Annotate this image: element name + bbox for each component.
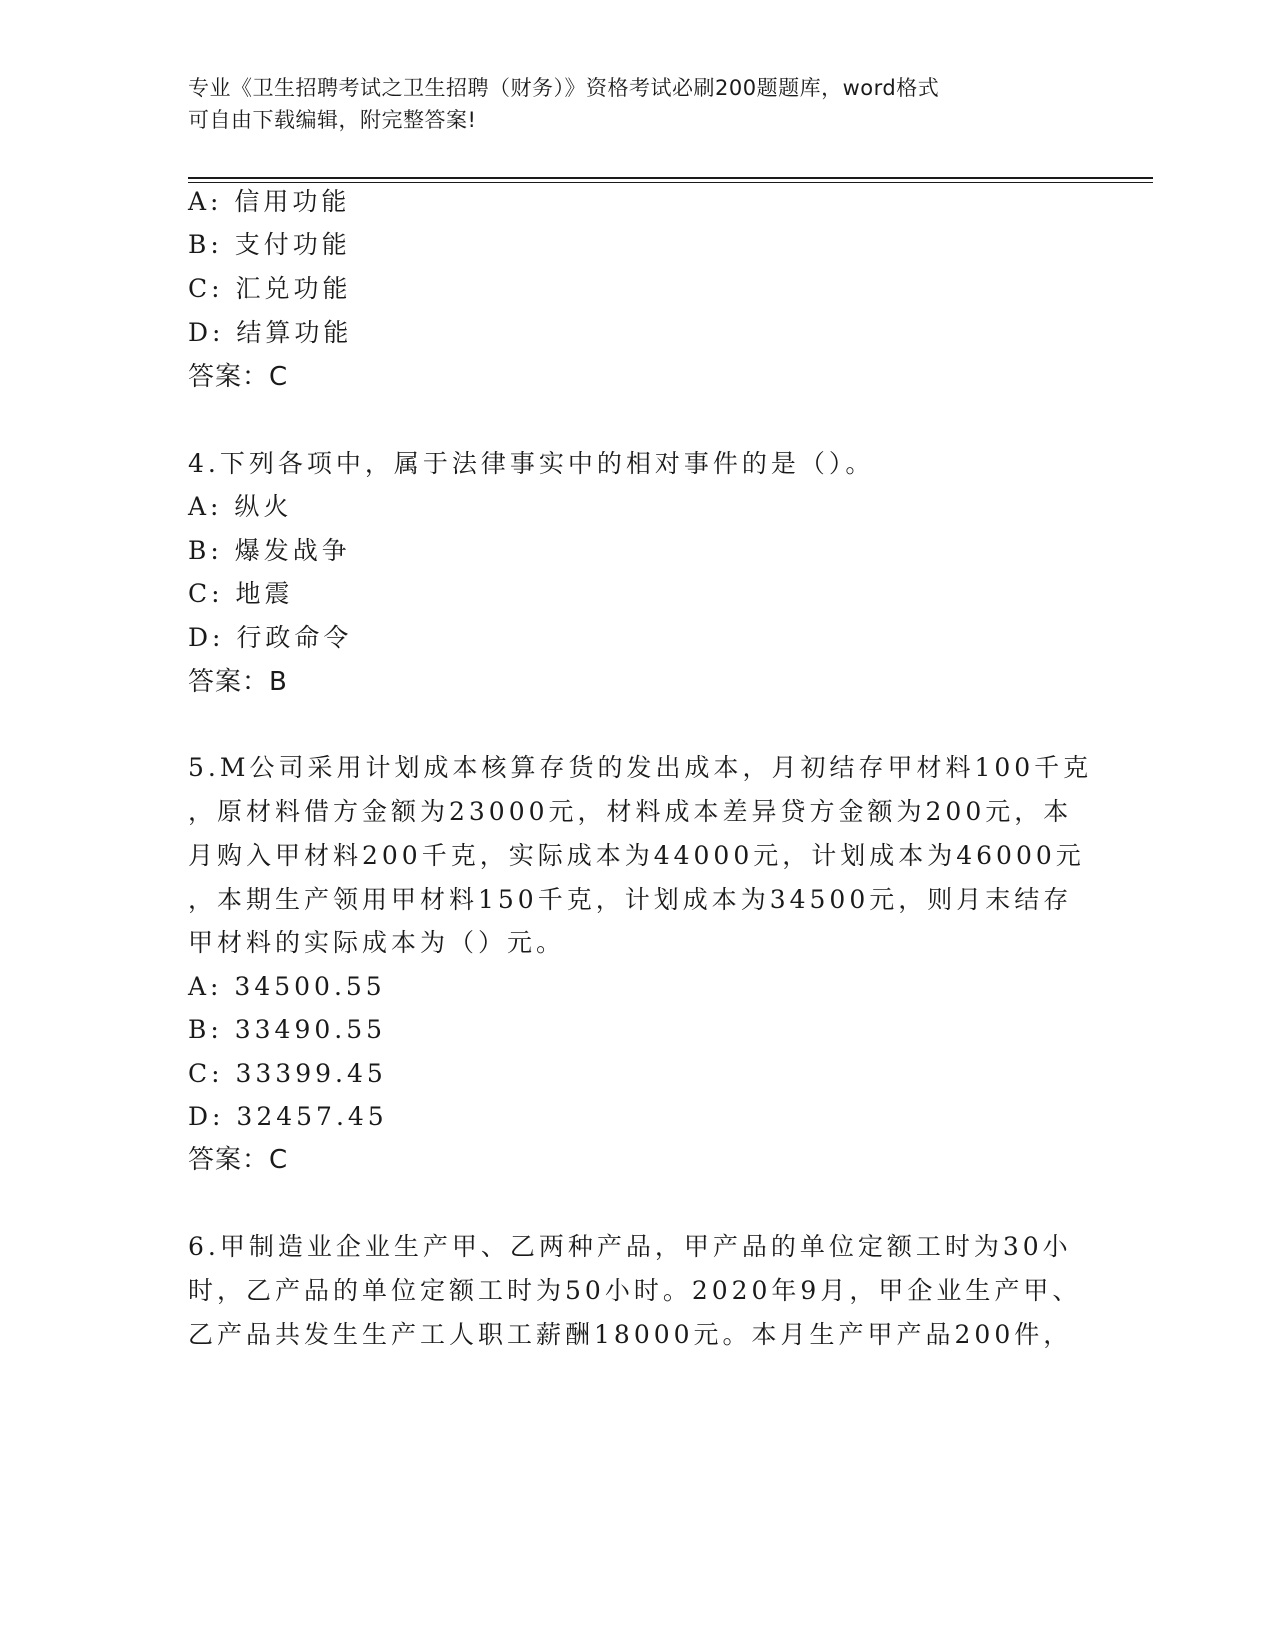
header-title-line-1: 专业《卫生招聘考试之卫生招聘（财务）》资格考试必刷200题题库，word格式 [188, 76, 940, 100]
q3-option-c: C: 汇兑功能 [188, 274, 352, 303]
q5-stem-line-1: 5.M公司采用计划成本核算存货的发出成本，月初结存甲材料100千克 [188, 753, 1093, 782]
q5-stem-line-5: 甲材料的实际成本为（）元。 [188, 928, 566, 957]
q6-stem-line-3: 乙产品共发生生产工人职工薪酬18000元。本月生产甲产品200件， [188, 1320, 1073, 1349]
q5-option-d: D: 32457.45 [188, 1102, 388, 1131]
document-header [188, 72, 1068, 136]
header-title-line-2: 可自由下载编辑，附完整答案! [188, 108, 477, 132]
q4-stem-line-1: 4.下列各项中，属于法律事实中的相对事件的是（）。 [188, 449, 875, 478]
header-rule-thin [188, 182, 1153, 183]
q5-option-c: C: 33399.45 [188, 1059, 387, 1088]
q3-answer: 答案：C [188, 362, 289, 392]
header-rule-thick [188, 177, 1153, 179]
q4-option-b: B: 爆发战争 [188, 536, 351, 565]
q3-option-a: A: 信用功能 [188, 187, 351, 216]
q3-option-b: B: 支付功能 [188, 230, 351, 259]
q5-stem-line-3: 月购入甲材料200千克，实际成本为44000元，计划成本为46000元 [188, 841, 1085, 870]
q4-option-d: D: 行政命令 [188, 623, 353, 652]
q5-option-a: A: 34500.55 [188, 972, 386, 1001]
q5-option-b: B: 33490.55 [188, 1015, 387, 1044]
q4-option-a: A: 纵火 [188, 492, 293, 521]
q3-option-d: D: 结算功能 [188, 318, 353, 347]
q6-stem-line-2: 时，乙产品的单位定额工时为50小时。2020年9月，甲企业生产甲、 [188, 1276, 1082, 1305]
q5-answer: 答案：C [188, 1145, 289, 1175]
q5-stem-line-4: ，本期生产领用甲材料150千克，计划成本为34500元，则月末结存 [188, 885, 1073, 914]
q4-answer: 答案：B [188, 667, 288, 697]
q5-stem-line-2: ，原材料借方金额为23000元，材料成本差异贷方金额为200元，本 [188, 797, 1073, 826]
q4-option-c: C: 地震 [188, 579, 294, 608]
q6-stem-line-1: 6.甲制造业企业生产甲、乙两种产品，甲产品的单位定额工时为30小 [188, 1232, 1072, 1261]
